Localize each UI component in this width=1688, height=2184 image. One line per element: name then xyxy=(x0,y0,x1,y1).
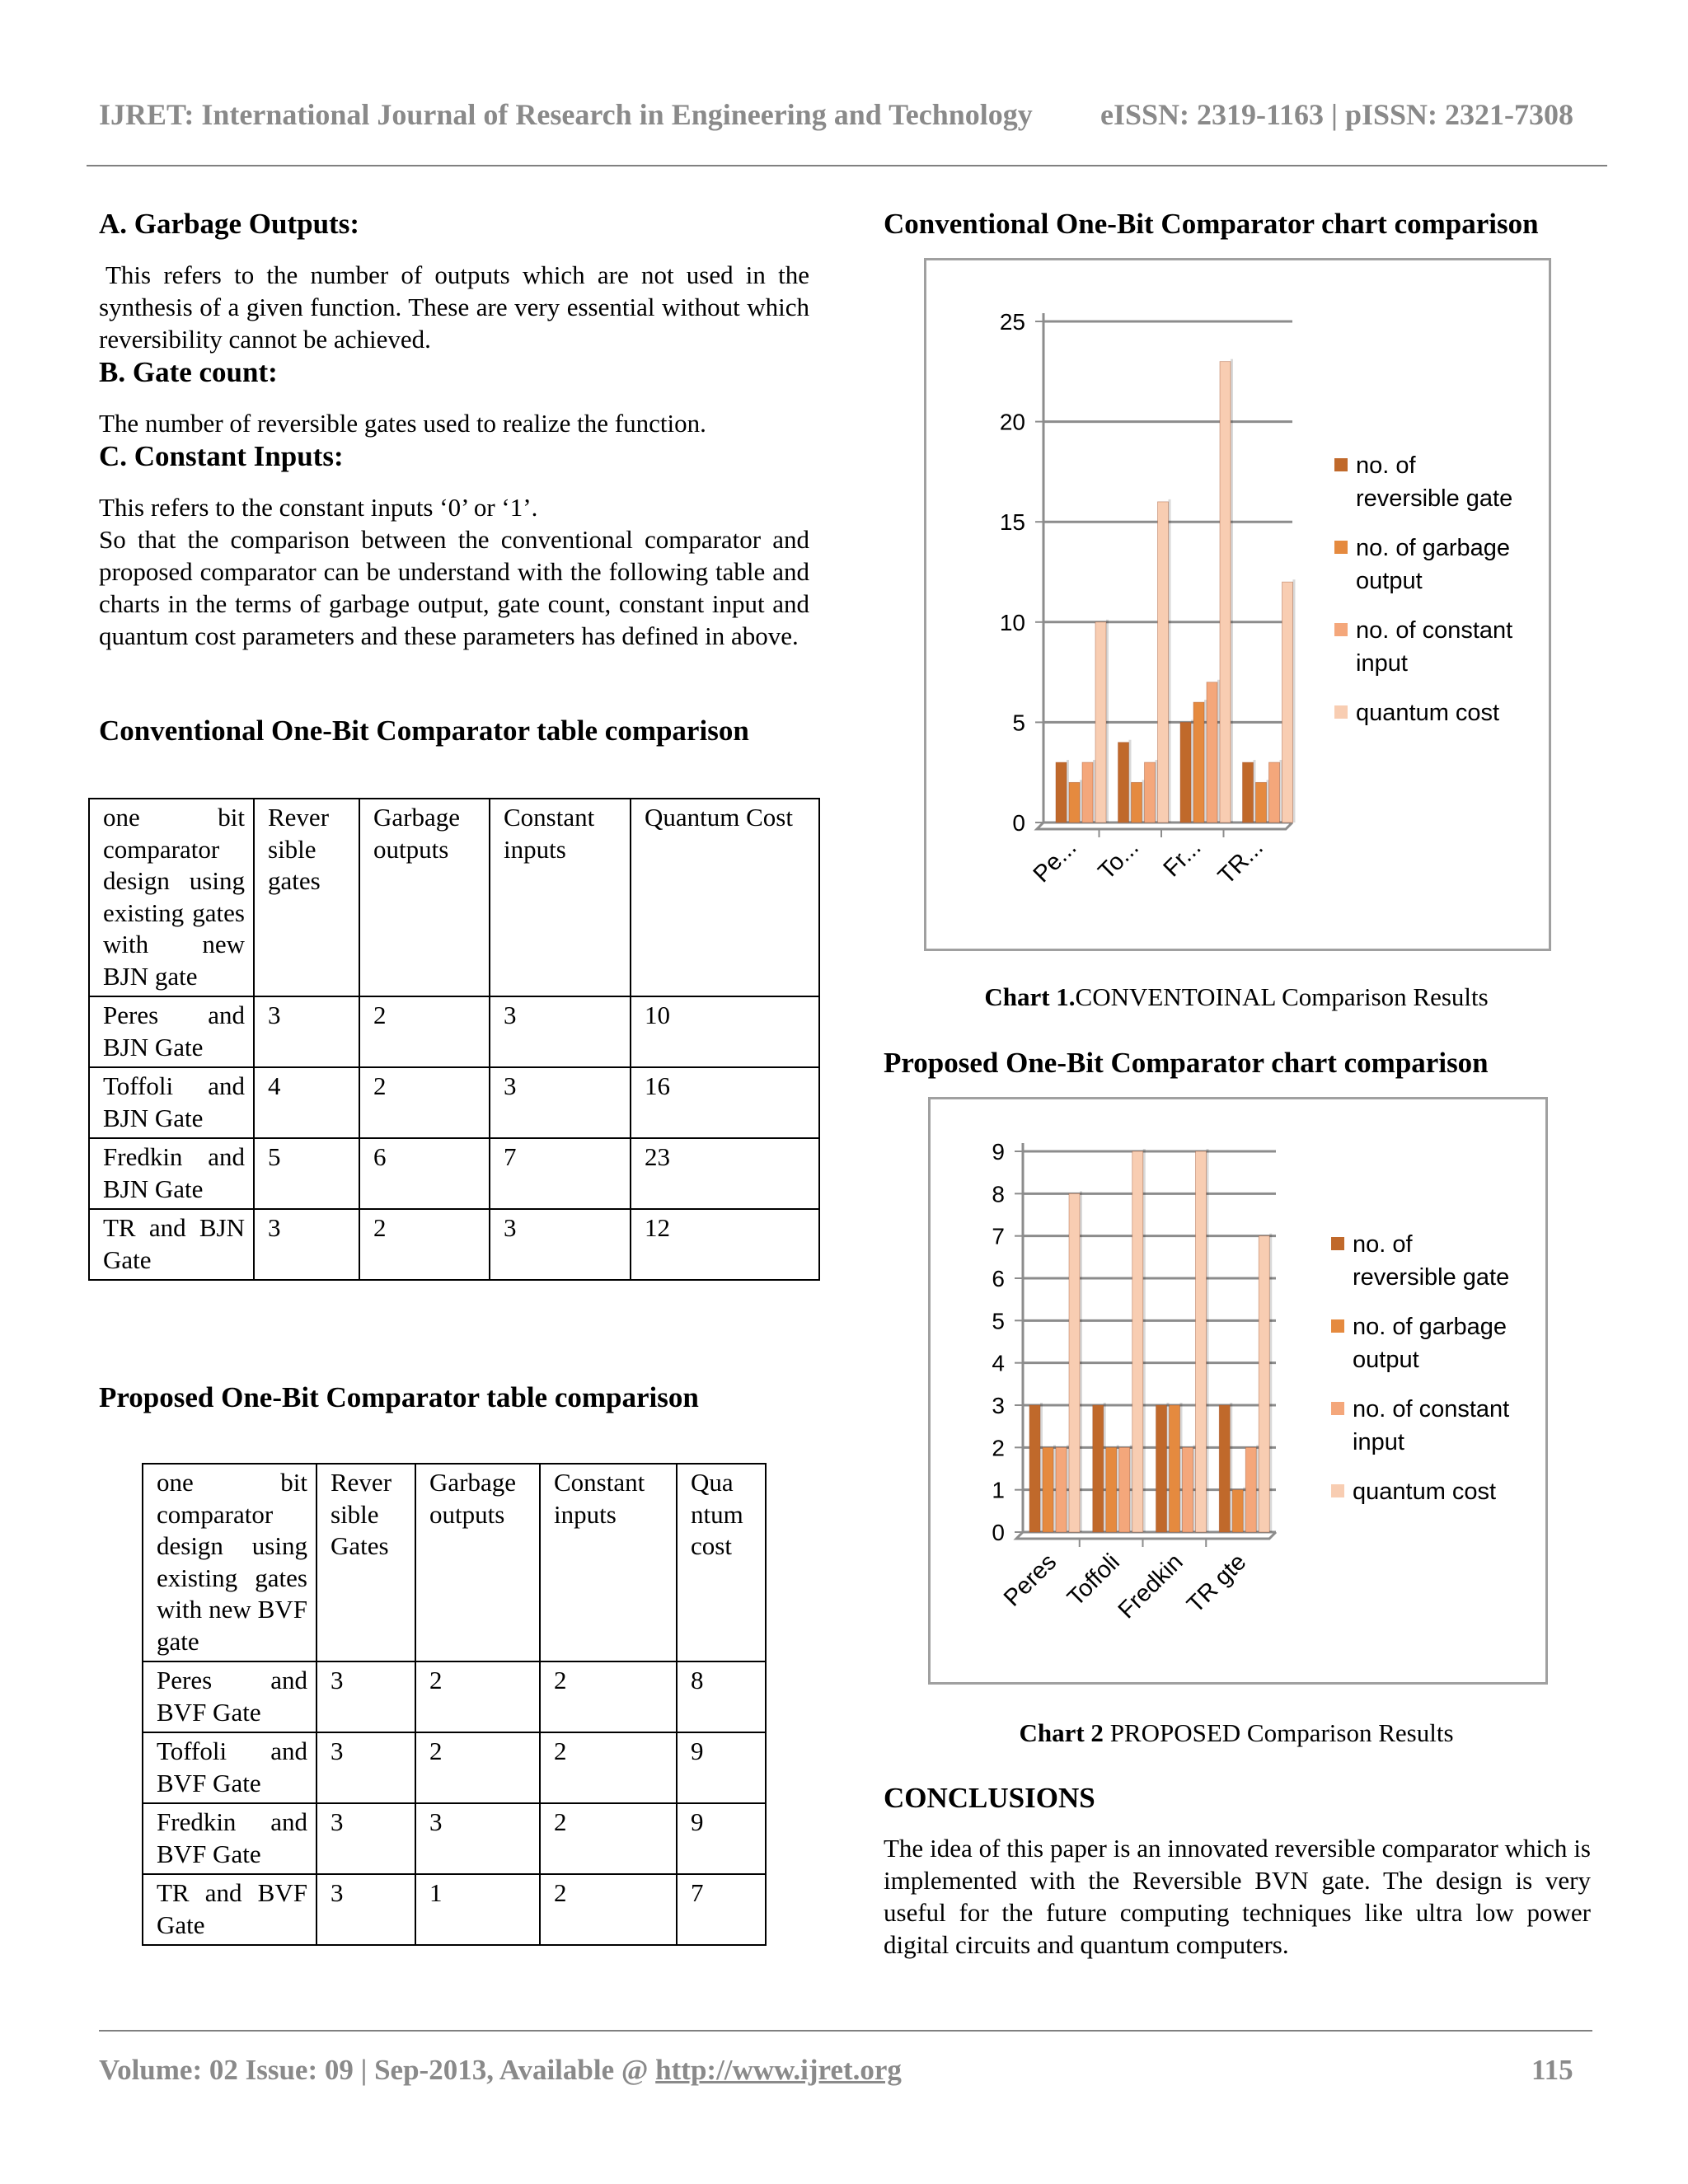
table2-heading: Proposed One-Bit Comparator table comparison xyxy=(99,1381,699,1413)
legend-label: no. of garbage output xyxy=(1356,535,1511,594)
legend-swatch xyxy=(1334,541,1348,554)
y-tick-label: 15 xyxy=(999,509,1025,536)
conclusions-heading: CONCLUSIONS xyxy=(884,1782,1095,1814)
table2-row xyxy=(143,1803,766,1874)
x-tick-label: To... xyxy=(1093,834,1144,885)
chart2-caption-text: PROPOSED Comparison Results xyxy=(1103,1718,1454,1747)
bar-no-of-garbage-output-3 xyxy=(1256,782,1267,823)
table2-row xyxy=(143,1661,766,1732)
x-tick-label: Peres xyxy=(998,1549,1062,1612)
x-tick-label: Fr... xyxy=(1158,834,1207,883)
conclusions-text: The idea of this paper is an innovated reversible comparator which is implemented with the Reversible BVN gate. The design is very useful for the future computing techniques like ultra low power digital circuits and quantum computers. xyxy=(884,1834,1591,1959)
y-tick-label: 10 xyxy=(999,609,1025,635)
y-tick-label: 5 xyxy=(992,1308,1005,1334)
y-tick-label: 3 xyxy=(992,1393,1005,1418)
table1-header-cell: Constant inputs xyxy=(490,799,631,996)
table1-row xyxy=(89,1209,819,1280)
table1-heading: Conventional One-Bit Comparator table comparison xyxy=(99,715,749,747)
x-tick-label: Fredkin xyxy=(1113,1549,1189,1624)
table2-header-cell: Constant inputs xyxy=(540,1464,677,1661)
table2-cell: 7 xyxy=(677,1874,766,1945)
table2-cell: 3 xyxy=(316,1803,415,1874)
bar-shade xyxy=(1217,680,1220,823)
chart2-caption-label: Chart 2 xyxy=(1019,1718,1104,1747)
chart2-svg xyxy=(931,1099,1545,1682)
bar-shade xyxy=(1067,760,1069,823)
table2-cell: 3 xyxy=(316,1874,415,1945)
bar-shade xyxy=(1169,499,1171,823)
bar-shade xyxy=(1231,359,1233,823)
table2-cell: 2 xyxy=(540,1732,677,1803)
bar-no-of-constant-input-0 xyxy=(1082,762,1093,823)
bar-no-of-reversible-gate-3 xyxy=(1243,762,1254,823)
bar-shade xyxy=(1106,620,1109,823)
table2-cell: 2 xyxy=(540,1803,677,1874)
bar-no-of-garbage-output-0 xyxy=(1043,1447,1053,1532)
bar-no-of-garbage-output-2 xyxy=(1193,702,1204,823)
bar-shade xyxy=(1193,1445,1196,1532)
table2-header-cell: Garbage outputs xyxy=(415,1464,540,1661)
x-tick-label: Pe... xyxy=(1028,834,1082,888)
bar-shade xyxy=(1093,760,1095,823)
x-tick-label: TR... xyxy=(1212,834,1268,890)
y-tick-label: 9 xyxy=(992,1139,1005,1165)
proposed-comparison-table xyxy=(142,1463,767,1946)
table2-cell: 9 xyxy=(677,1732,766,1803)
table2-cell: 8 xyxy=(677,1661,766,1732)
bar-shade xyxy=(1067,1445,1069,1532)
conventional-comparison-table xyxy=(88,798,820,1281)
bar-quantum-cost-0 xyxy=(1095,622,1106,823)
footer-volume: Volume: 02 Issue: 09 | Sep-2013, Available @ xyxy=(99,2054,656,2086)
y-tick-label: 25 xyxy=(999,309,1025,335)
table2-cell: 1 xyxy=(415,1874,540,1945)
table1-cell: 7 xyxy=(490,1138,631,1209)
bar-shade xyxy=(1243,1488,1245,1532)
bar-quantum-cost-3 xyxy=(1259,1236,1269,1532)
y-tick-label: 8 xyxy=(992,1181,1005,1207)
footer-rule xyxy=(99,2030,1592,2032)
journal-name: IJRET: International Journal of Research in Engineering and Technology xyxy=(99,98,1033,131)
table1-cell: 3 xyxy=(490,996,631,1067)
bar-no-of-constant-input-2 xyxy=(1183,1447,1193,1532)
table2-cell: Toffoli and BVF Gate xyxy=(143,1732,316,1803)
bar-shade xyxy=(1180,1403,1183,1532)
chart2-heading: Proposed One-Bit Comparator chart comparison xyxy=(884,1047,1489,1079)
bar-no-of-constant-input-1 xyxy=(1119,1447,1130,1532)
table1-header-cell: Quantum Cost xyxy=(631,799,819,996)
page-footer xyxy=(99,2054,1582,2087)
table1-header-cell: Garbage outputs xyxy=(359,799,490,996)
table1-cell: 23 xyxy=(631,1138,819,1209)
table1-cell: Fredkin and BJN Gate xyxy=(89,1138,254,1209)
table1-cell: 2 xyxy=(359,996,490,1067)
bar-no-of-garbage-output-0 xyxy=(1069,782,1080,823)
table2-cell: 9 xyxy=(677,1803,766,1874)
legend-label: no. of reversible gate xyxy=(1356,452,1513,512)
table1-cell: 3 xyxy=(490,1067,631,1138)
bar-shade xyxy=(1129,740,1132,823)
bar-shade xyxy=(1130,1445,1132,1532)
bar-shade xyxy=(1080,1191,1082,1532)
table2-cell: 2 xyxy=(415,1661,540,1732)
bar-shade xyxy=(1207,1149,1209,1532)
table2-cell: 2 xyxy=(540,1661,677,1732)
section-b-heading: B. Gate count: xyxy=(99,356,278,388)
legend-swatch xyxy=(1331,1237,1344,1250)
table1-cell: Peres and BJN Gate xyxy=(89,996,254,1067)
legend-label: quantum cost xyxy=(1356,700,1500,726)
table1-cell: 2 xyxy=(359,1067,490,1138)
bar-no-of-reversible-gate-1 xyxy=(1093,1405,1104,1532)
bar-no-of-reversible-gate-3 xyxy=(1219,1405,1230,1532)
legend-swatch xyxy=(1331,1484,1344,1497)
y-tick-label: 4 xyxy=(992,1350,1005,1376)
bar-shade xyxy=(1040,1403,1043,1532)
bar-no-of-reversible-gate-2 xyxy=(1180,722,1191,823)
bar-shade xyxy=(1293,579,1296,823)
table1-row xyxy=(89,1067,819,1138)
bar-quantum-cost-2 xyxy=(1196,1151,1207,1532)
table2-cell: 3 xyxy=(316,1661,415,1732)
y-tick-label: 6 xyxy=(992,1266,1005,1291)
bar-shade xyxy=(1230,1403,1232,1532)
section-b-text: The number of reversible gates used to realize the function. xyxy=(99,409,706,438)
chart2-frame xyxy=(928,1097,1548,1685)
y-tick-label: 20 xyxy=(999,409,1025,435)
y-tick-label: 0 xyxy=(1012,810,1025,836)
table1-row xyxy=(89,996,819,1067)
y-tick-label: 5 xyxy=(1012,710,1025,736)
bar-no-of-garbage-output-1 xyxy=(1132,782,1142,823)
table2-row xyxy=(143,1732,766,1803)
table1-header-cell: one bit comparator design using existing gates with new BJN gate xyxy=(89,799,254,996)
table2-cell: 3 xyxy=(316,1732,415,1803)
table1-cell: Toffoli and BJN Gate xyxy=(89,1067,254,1138)
chart1-heading: Conventional One-Bit Comparator chart comparison xyxy=(884,208,1539,240)
table2-cell: Peres and BVF Gate xyxy=(143,1661,316,1732)
bar-shade xyxy=(1156,760,1158,823)
table1-cell: 16 xyxy=(631,1067,819,1138)
section-c-text-1: This refers to the constant inputs ‘0’ or ‘1’. xyxy=(99,493,538,522)
table2-header-cell: Qua ntum cost xyxy=(677,1464,766,1661)
footer-url-link[interactable]: http://www.ijret.org xyxy=(655,2054,902,2086)
bar-shade xyxy=(1280,760,1282,823)
legend-swatch xyxy=(1334,623,1348,636)
table2-header-cell: Rever sible Gates xyxy=(316,1464,415,1661)
bar-no-of-constant-input-0 xyxy=(1056,1447,1067,1532)
table1-row xyxy=(89,1138,819,1209)
table1-cell: 4 xyxy=(254,1067,359,1138)
table1-header-cell: Rever sible gates xyxy=(254,799,359,996)
bar-shade xyxy=(1143,1149,1146,1532)
bar-no-of-constant-input-3 xyxy=(1245,1447,1256,1532)
bar-no-of-garbage-output-3 xyxy=(1232,1490,1243,1532)
chart1-svg xyxy=(926,260,1549,949)
bar-no-of-reversible-gate-0 xyxy=(1029,1405,1040,1532)
bar-shade xyxy=(1167,1403,1170,1532)
bar-shade xyxy=(1254,760,1256,823)
table1-cell: 6 xyxy=(359,1138,490,1209)
legend-swatch xyxy=(1334,705,1348,719)
bar-quantum-cost-1 xyxy=(1158,502,1169,823)
table1-cell: 2 xyxy=(359,1209,490,1280)
bar-shade xyxy=(1104,1403,1106,1532)
chart1-caption-label: Chart 1. xyxy=(984,982,1076,1011)
bar-shade xyxy=(1117,1445,1119,1532)
table2-cell: 2 xyxy=(415,1732,540,1803)
bar-no-of-reversible-gate-1 xyxy=(1118,743,1129,823)
legend-label: no. of constant input xyxy=(1356,617,1513,677)
table2-row xyxy=(143,1874,766,1945)
bar-no-of-reversible-gate-0 xyxy=(1056,762,1067,823)
table2-cell: 3 xyxy=(415,1803,540,1874)
legend-label: no. of garbage output xyxy=(1353,1314,1507,1373)
bar-no-of-reversible-gate-2 xyxy=(1156,1405,1167,1532)
chart1-caption-text: CONVENTOINAL Comparison Results xyxy=(1075,982,1489,1011)
issn-numbers: eISSN: 2319-1163 | pISSN: 2321-7308 xyxy=(1100,98,1573,131)
running-header xyxy=(99,97,1599,132)
chart2-caption xyxy=(884,1718,1589,1748)
bar-shade xyxy=(1142,780,1145,823)
section-a-text: This refers to the number of outputs which are not used in the synthesis of a given function. These are very essential without which reversibility cannot be achieved. xyxy=(99,260,809,354)
bar-quantum-cost-2 xyxy=(1220,362,1231,823)
table1-cell: 3 xyxy=(254,1209,359,1280)
legend-label: no. of constant input xyxy=(1353,1396,1510,1455)
bar-shade xyxy=(1267,780,1269,823)
bar-shade xyxy=(1204,700,1207,823)
chart1-caption xyxy=(884,982,1589,1012)
table2-header-cell: one bit comparator design using existing gates with new BVF gate xyxy=(143,1464,316,1661)
y-tick-label: 1 xyxy=(992,1477,1005,1503)
header-rule xyxy=(87,165,1607,166)
table1-cell: 5 xyxy=(254,1138,359,1209)
table1-cell: 10 xyxy=(631,996,819,1067)
section-c-heading: C. Constant Inputs: xyxy=(99,440,344,472)
legend-swatch xyxy=(1331,1319,1344,1333)
bar-quantum-cost-1 xyxy=(1132,1151,1143,1532)
table2-header-row xyxy=(143,1464,766,1661)
bar-no-of-garbage-output-1 xyxy=(1106,1447,1117,1532)
table2-cell: 2 xyxy=(540,1874,677,1945)
bar-shade xyxy=(1191,719,1193,823)
y-tick-label: 7 xyxy=(992,1223,1005,1249)
table1-cell: TR and BJN Gate xyxy=(89,1209,254,1280)
legend-swatch xyxy=(1331,1402,1344,1415)
table1-cell: 3 xyxy=(490,1209,631,1280)
bar-quantum-cost-3 xyxy=(1282,582,1293,823)
chart1-frame xyxy=(924,258,1551,951)
table1-cell: 3 xyxy=(254,996,359,1067)
bar-shade xyxy=(1053,1445,1056,1532)
section-c-text-2: So that the comparison between the conventional comparator and proposed comparator can be understand with the following table and charts in the terms of garbage output, gate count, constant input and quantum cost parameters and these parameters has defined in above. xyxy=(99,525,809,650)
y-tick-label: 0 xyxy=(992,1520,1005,1545)
table1-cell: 12 xyxy=(631,1209,819,1280)
table1-header-row xyxy=(89,799,819,996)
table2-cell: TR and BVF Gate xyxy=(143,1874,316,1945)
y-tick-label: 2 xyxy=(992,1435,1005,1461)
bar-quantum-cost-0 xyxy=(1069,1193,1080,1532)
legend-swatch xyxy=(1334,458,1348,471)
legend-label: quantum cost xyxy=(1353,1479,1497,1505)
legend-label: no. of reversible gate xyxy=(1353,1231,1510,1291)
bar-no-of-constant-input-1 xyxy=(1145,762,1156,823)
bar-no-of-constant-input-2 xyxy=(1207,682,1217,823)
page-number: 115 xyxy=(1531,2054,1573,2086)
bar-no-of-garbage-output-2 xyxy=(1170,1405,1180,1532)
bar-shade xyxy=(1256,1445,1259,1532)
bar-no-of-constant-input-3 xyxy=(1269,762,1280,823)
bar-shade xyxy=(1080,780,1082,823)
x-tick-label: Toffoli xyxy=(1062,1549,1125,1612)
table2-cell: Fredkin and BVF Gate xyxy=(143,1803,316,1874)
section-a-heading: A. Garbage Outputs: xyxy=(99,208,359,240)
bar-shade xyxy=(1269,1234,1272,1532)
x-tick-label: TR gte xyxy=(1182,1549,1252,1619)
